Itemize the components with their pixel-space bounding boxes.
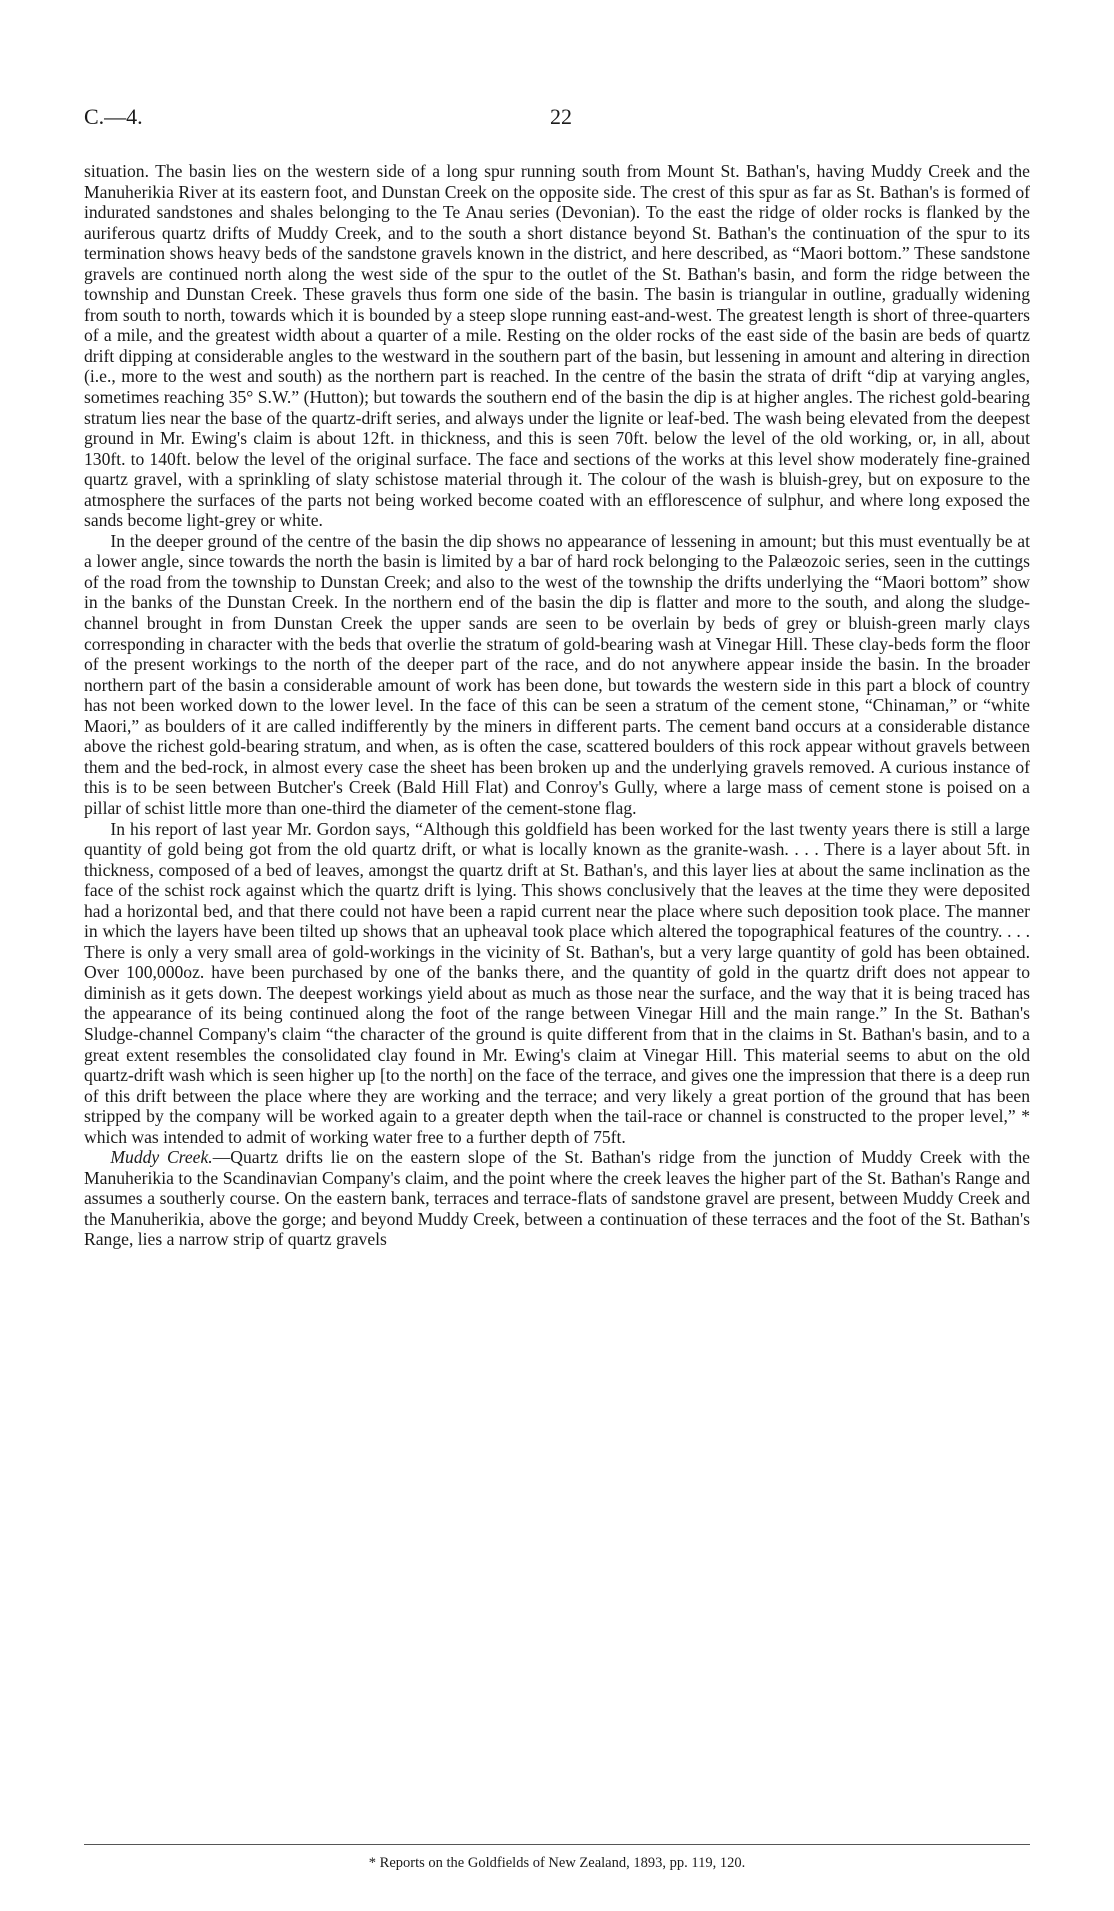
- section-heading-muddy-creek: Muddy Creek.: [110, 1147, 213, 1168]
- paragraph-deeper-ground: In the deeper ground of the centre of the basin the dip shows no appearance of lessening in amount; but this must eventually be at a lower angle, since towards the north the basin is limited by a bar of hard rock belonging to the Palæozoic series, seen in the cuttings of the road from the township to Dunstan Creek; and also to the west of the township the drifts underlying the “Maori bottom” show in the banks of the Dunstan Creek. In the northern end of the basin the dip is flatter and more to the south, and along the sludge-channel brought in from Dunstan Creek the upper sands are seen to be overlain by beds of grey or bluish-green marly clays corresponding in character with the beds that overlie the stratum of gold-bearing wash at Vinegar Hill. These clay-beds form the floor of the present workings to the north of the deeper part of the race, and do not anywhere appear inside the basin. In the broader northern part of the basin a considerable amount of work has been done, but towards the western side in this part a block of country has not been worked down to the lower level. In the face of this can be seen a stratum of the cement stone, “Chinaman,” or “white Maori,” as boulders of it are called indifferently by the miners in different parts. The cement band occurs at a considerable distance above the richest gold-bearing stratum, and when, as is often the case, scattered boulders of this rock appear without gravels between them and the bed-rock, in almost every case the sheet has been broken up and the underlying gravels removed. A curious instance of this is to be seen between Butcher's Creek (Bald Hill Flat) and Conroy's Gully, where a large mass of cement stone is poised on a pillar of schist little more than one-third the diameter of the cement-stone flag.: [84, 530, 1030, 818]
- page-header: [84, 104, 1030, 144]
- paragraph-muddy-creek: [84, 1147, 1030, 1250]
- paragraph-gordon-report: In his report of last year Mr. Gordon says, “Although this goldfield has been worked for the last twenty years there is still a large quantity of gold being got from the old quartz drift, or what is locally known as the granite-wash. . . . There is a layer about 5ft. in thickness, composed of a bed of leaves, amongst the quartz drift at St. Bathan's, and this layer lies at about the same inclination as the face of the schist rock against which the quartz drift is lying. This shows conclusively that the leaves at the time they were deposited had a horizontal bed, and that there could not have been a rapid current near the place where such deposition took place. The manner in which the layers have been tilted up shows that an upheaval took place which altered the topographical features of the country. . . . There is only a very small area of gold-workings in the vicinity of St. Bathan's, but a very large quantity of gold has been obtained. Over 100,000oz. have been purchased by one of the banks there, and the quantity of gold in the quartz drift does not appear to diminish as it gets down. The deepest workings yield about as much as those near the surface, and the way that it is being traced has the appearance of its being continued along the foot of the range between Vinegar Hill and the main range.” In the St. Bathan's Sludge-channel Company's claim “the character of the ground is quite different from that in the claims in St. Bathan's basin, and to a great extent resembles the consolidated clay found in Mr. Ewing's claim at Vinegar Hill. This material seems to abut on the old quartz-drift wash which is seen higher up [to the north] on the face of the terrace, and gives one the impression that there is a deep run of this drift between the place where they are working and the terrace; and very likely a great portion of the ground that has been stripped by the company will be worked again to a greater depth when the tail-race or channel is constructed to the proper level,” * which was intended to admit of working water free to a further depth of 75ft.: [84, 818, 1030, 1147]
- page-number: 22: [550, 104, 572, 129]
- footnote-divider: [84, 1844, 1030, 1845]
- paragraph-muddy-creek-text: —Quartz drifts lie on the eastern slope of the St. Bathan's ridge from the junction of Muddy Creek with the Manuherikia to the Scandinavian Company's claim, and the point where the creek leaves the higher part of the St. Bathan's Range and assumes a southerly course. On the eastern bank, terraces and terrace-flats of sandstone gravel are present, between Muddy Creek and the Manuherikia, above the gorge; and beyond Muddy Creek, between a continuation of these terraces and the foot of the St. Bathan's Range, lies a narrow strip of quartz gravels: [84, 1147, 1030, 1250]
- footnote: * Reports on the Goldfields of New Zealand, 1893, pp. 119, 120.: [368, 1855, 746, 1871]
- body-text: [84, 161, 1030, 1250]
- document-page: [84, 0, 1030, 1911]
- document-code: C.—4.: [84, 104, 143, 129]
- paragraph-continuation: situation. The basin lies on the western side of a long spur running south from Mount St. Bathan's, having Muddy Creek and the Manuherikia River at its eastern foot, and Dunstan Creek on the opposite side. The crest of this spur as far as St. Bathan's is formed of indurated sandstones and shales belonging to the Te Anau series (Devonian). To the east the ridge of older rocks is flanked by the auriferous quartz drifts of Muddy Creek, and to the south a short distance beyond St. Bathan's the continuation of the spur to its termination shows heavy beds of the sandstone gravels known in the district, and here described, as “Maori bottom.” These sandstone gravels are continued north along the west side of the spur to the outlet of the St. Bathan's basin, and form the ridge between the township and Dunstan Creek. These gravels thus form one side of the basin. The basin is triangular in outline, gradually widening from south to north, towards which it is bounded by a steep slope running east-and-west. The greatest length is short of three-quarters of a mile, and the greatest width about a quarter of a mile. Resting on the older rocks of the east side of the basin are beds of quartz drift dipping at considerable angles to the westward in the southern part of the basin, but lessening in amount and altering in direction (i.e., more to the west and south) as the northern part is reached. In the centre of the basin the strata of drift “dip at varying angles, sometimes reaching 35° S.W.” (Hutton); but towards the southern end of the basin the dip is at higher angles. The richest gold-bearing stratum lies near the base of the quartz-drift series, and always under the lignite or leaf-bed. The wash being elevated from the deepest ground in Mr. Ewing's claim is about 12ft. in thickness, and this is seen 70ft. below the level of the old working, or, in all, about 130ft. to 140ft. below the level of the original surface. The face and sections of the works at this level show moderately fine-grained quartz gravel, with a sprinkling of slaty schistose material through it. The colour of the wash is bluish-grey, but on exposure to the atmosphere the surfaces of the parts not being worked become coated with an efflorescence of sulphur, and where long exposed the sands become light-grey or white.: [84, 161, 1030, 531]
